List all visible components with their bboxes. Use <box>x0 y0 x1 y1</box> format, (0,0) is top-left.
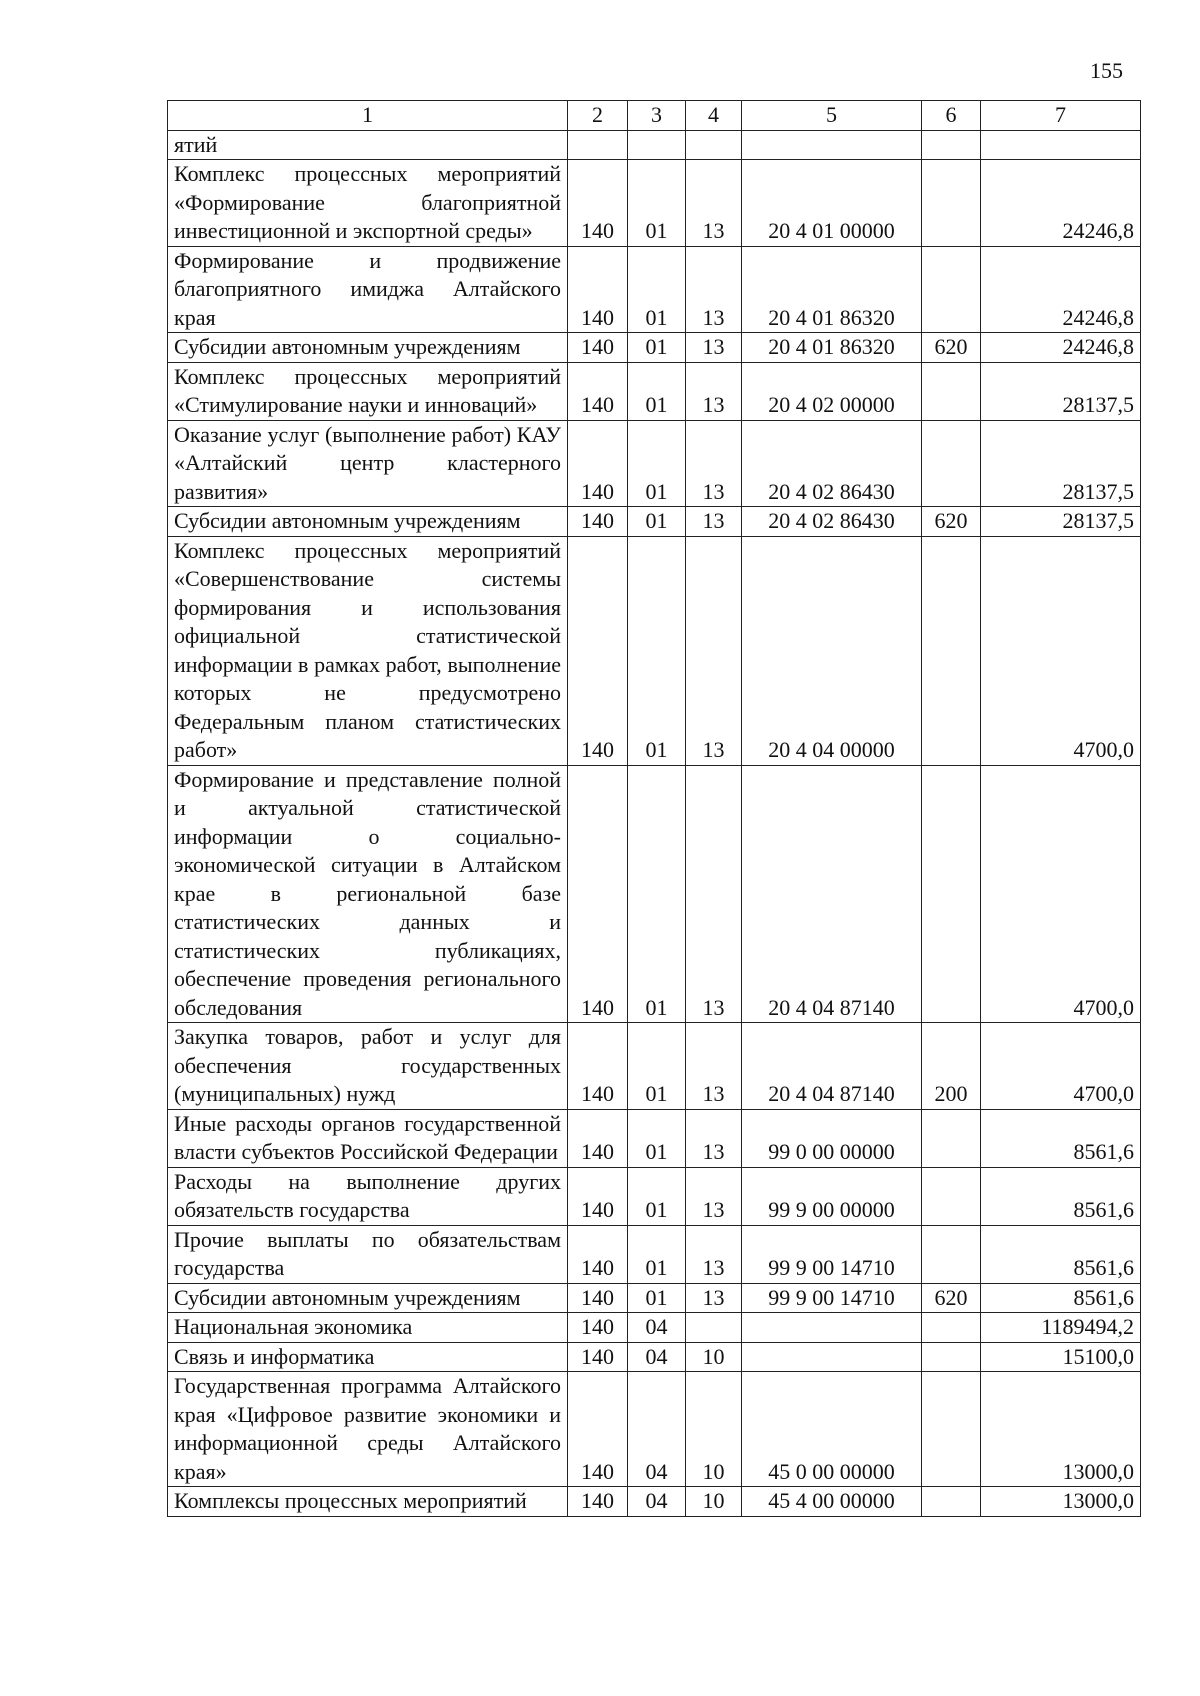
code-cell: 140 <box>568 765 628 1023</box>
subsection-cell: 13 <box>686 1283 742 1313</box>
target-article-cell: 99 9 00 00000 <box>742 1167 922 1225</box>
target-article-cell: 20 4 01 86320 <box>742 333 922 363</box>
amount-cell: 24246,8 <box>981 246 1141 333</box>
target-article-cell: 20 4 01 00000 <box>742 160 922 247</box>
row-name-cell: Комплекс процессных мероприятий «Совершенствование системы формирования и использования официальной статистической информации в рамках работ, выполнение которых не предусмотрено Федеральным планом статистических работ» <box>168 536 568 765</box>
subsection-cell: 13 <box>686 1023 742 1110</box>
target-article-cell: 20 4 01 86320 <box>742 246 922 333</box>
subsection-cell: 13 <box>686 333 742 363</box>
target-article-cell: 20 4 04 87140 <box>742 765 922 1023</box>
table-row <box>168 536 1141 765</box>
table-row <box>168 130 1141 160</box>
target-article-cell <box>742 1313 922 1343</box>
row-name-cell: Государственная программа Алтайского края «Цифровое развитие экономики и информационной среды Алтайского края» <box>168 1372 568 1487</box>
expense-type-cell: 620 <box>922 333 981 363</box>
code-cell: 140 <box>568 1487 628 1517</box>
section-cell: 04 <box>628 1313 686 1343</box>
expense-type-cell <box>922 1313 981 1343</box>
expense-type-cell <box>922 130 981 160</box>
table-row <box>168 1225 1141 1283</box>
table-row <box>168 246 1141 333</box>
row-name-cell: Формирование и представление полной и актуальной статистической информации о социально-экономической ситуации в Алтайском крае в региональной базе статистических данных и статистических публикациях, обеспечение проведения регионального обследования <box>168 765 568 1023</box>
subsection-cell <box>686 130 742 160</box>
section-cell: 04 <box>628 1372 686 1487</box>
code-cell: 140 <box>568 246 628 333</box>
header-cell: 4 <box>686 101 742 131</box>
expense-type-cell <box>922 1225 981 1283</box>
row-name-cell: Национальная экономика <box>168 1313 568 1343</box>
amount-cell: 4700,0 <box>981 536 1141 765</box>
row-name-cell: Оказание услуг (выполнение работ) КАУ «Алтайский центр кластерного развития» <box>168 420 568 507</box>
expense-type-cell <box>922 765 981 1023</box>
section-cell: 01 <box>628 1225 686 1283</box>
amount-cell: 4700,0 <box>981 765 1141 1023</box>
header-row <box>168 101 1141 131</box>
row-name-cell: Закупка товаров, работ и услуг для обеспечения государственных (муниципальных) нужд <box>168 1023 568 1110</box>
subsection-cell: 13 <box>686 1109 742 1167</box>
section-cell: 01 <box>628 536 686 765</box>
section-cell: 01 <box>628 1167 686 1225</box>
amount-cell: 13000,0 <box>981 1372 1141 1487</box>
header-cell: 2 <box>568 101 628 131</box>
target-article-cell: 20 4 02 86430 <box>742 507 922 537</box>
expense-type-cell <box>922 536 981 765</box>
code-cell: 140 <box>568 1109 628 1167</box>
code-cell: 140 <box>568 507 628 537</box>
row-name-cell: Субсидии автономным учреждениям <box>168 507 568 537</box>
section-cell: 01 <box>628 1283 686 1313</box>
table-row <box>168 1109 1141 1167</box>
table-row <box>168 1342 1141 1372</box>
row-name-cell: Субсидии автономным учреждениям <box>168 1283 568 1313</box>
code-cell: 140 <box>568 1225 628 1283</box>
table-row <box>168 1167 1141 1225</box>
amount-cell: 8561,6 <box>981 1225 1141 1283</box>
subsection-cell: 13 <box>686 420 742 507</box>
code-cell: 140 <box>568 1342 628 1372</box>
amount-cell: 13000,0 <box>981 1487 1141 1517</box>
code-cell: 140 <box>568 1023 628 1110</box>
expense-type-cell <box>922 1487 981 1517</box>
table-row <box>168 1313 1141 1343</box>
section-cell: 04 <box>628 1487 686 1517</box>
section-cell: 01 <box>628 160 686 247</box>
subsection-cell <box>686 1313 742 1343</box>
header-cell: 6 <box>922 101 981 131</box>
section-cell: 01 <box>628 420 686 507</box>
target-article-cell: 45 0 00 00000 <box>742 1372 922 1487</box>
target-article-cell <box>742 1342 922 1372</box>
budget-table <box>167 100 1141 1517</box>
code-cell: 140 <box>568 333 628 363</box>
amount-cell <box>981 130 1141 160</box>
amount-cell: 8561,6 <box>981 1167 1141 1225</box>
expense-type-cell <box>922 420 981 507</box>
page-number: 155 <box>1090 58 1123 83</box>
expense-type-cell <box>922 246 981 333</box>
table-row <box>168 1487 1141 1517</box>
section-cell: 01 <box>628 362 686 420</box>
subsection-cell: 10 <box>686 1487 742 1517</box>
row-name-cell: Связь и информатика <box>168 1342 568 1372</box>
expense-type-cell: 620 <box>922 1283 981 1313</box>
table-row <box>168 160 1141 247</box>
target-article-cell: 20 4 04 00000 <box>742 536 922 765</box>
subsection-cell: 13 <box>686 765 742 1023</box>
table-row <box>168 1283 1141 1313</box>
target-article-cell: 20 4 04 87140 <box>742 1023 922 1110</box>
code-cell: 140 <box>568 420 628 507</box>
row-name-cell: Иные расходы органов государственной власти субъектов Российской Федерации <box>168 1109 568 1167</box>
expense-type-cell <box>922 362 981 420</box>
header-cell: 7 <box>981 101 1141 131</box>
section-cell: 01 <box>628 1023 686 1110</box>
subsection-cell: 10 <box>686 1372 742 1487</box>
amount-cell: 4700,0 <box>981 1023 1141 1110</box>
table-row <box>168 1023 1141 1110</box>
subsection-cell: 13 <box>686 160 742 247</box>
amount-cell: 8561,6 <box>981 1283 1141 1313</box>
table-row <box>168 765 1141 1023</box>
target-article-cell: 99 0 00 00000 <box>742 1109 922 1167</box>
expense-type-cell <box>922 160 981 247</box>
subsection-cell: 13 <box>686 246 742 333</box>
code-cell: 140 <box>568 1372 628 1487</box>
header-cell: 1 <box>168 101 568 131</box>
expense-type-cell <box>922 1109 981 1167</box>
subsection-cell: 13 <box>686 536 742 765</box>
row-name-cell: Комплекс процессных мероприятий «Стимулирование науки и инноваций» <box>168 362 568 420</box>
section-cell: 01 <box>628 1109 686 1167</box>
row-name-cell: Формирование и продвижение благоприятного имиджа Алтайского края <box>168 246 568 333</box>
subsection-cell: 13 <box>686 1167 742 1225</box>
section-cell: 01 <box>628 765 686 1023</box>
section-cell: 01 <box>628 333 686 363</box>
table-row <box>168 420 1141 507</box>
target-article-cell: 45 4 00 00000 <box>742 1487 922 1517</box>
expense-type-cell <box>922 1342 981 1372</box>
amount-cell: 28137,5 <box>981 507 1141 537</box>
header-cell: 3 <box>628 101 686 131</box>
code-cell: 140 <box>568 160 628 247</box>
code-cell: 140 <box>568 536 628 765</box>
table-row <box>168 333 1141 363</box>
table-row <box>168 362 1141 420</box>
code-cell: 140 <box>568 362 628 420</box>
amount-cell: 28137,5 <box>981 420 1141 507</box>
expense-type-cell <box>922 1372 981 1487</box>
expense-type-cell: 620 <box>922 507 981 537</box>
section-cell <box>628 130 686 160</box>
code-cell <box>568 130 628 160</box>
table-row <box>168 1372 1141 1487</box>
row-name-cell: ятий <box>168 130 568 160</box>
code-cell: 140 <box>568 1283 628 1313</box>
section-cell: 01 <box>628 246 686 333</box>
subsection-cell: 13 <box>686 1225 742 1283</box>
amount-cell: 28137,5 <box>981 362 1141 420</box>
table-row <box>168 507 1141 537</box>
row-name-cell: Комплексы процессных мероприятий <box>168 1487 568 1517</box>
subsection-cell: 10 <box>686 1342 742 1372</box>
target-article-cell <box>742 130 922 160</box>
target-article-cell: 99 9 00 14710 <box>742 1283 922 1313</box>
row-name-cell: Прочие выплаты по обязательствам государства <box>168 1225 568 1283</box>
target-article-cell: 20 4 02 86430 <box>742 420 922 507</box>
subsection-cell: 13 <box>686 362 742 420</box>
target-article-cell: 99 9 00 14710 <box>742 1225 922 1283</box>
code-cell: 140 <box>568 1167 628 1225</box>
subsection-cell: 13 <box>686 507 742 537</box>
amount-cell: 8561,6 <box>981 1109 1141 1167</box>
amount-cell: 24246,8 <box>981 333 1141 363</box>
amount-cell: 15100,0 <box>981 1342 1141 1372</box>
section-cell: 04 <box>628 1342 686 1372</box>
amount-cell: 1189494,2 <box>981 1313 1141 1343</box>
target-article-cell: 20 4 02 00000 <box>742 362 922 420</box>
section-cell: 01 <box>628 507 686 537</box>
amount-cell: 24246,8 <box>981 160 1141 247</box>
row-name-cell: Субсидии автономным учреждениям <box>168 333 568 363</box>
expense-type-cell <box>922 1167 981 1225</box>
row-name-cell: Комплекс процессных мероприятий «Формирование благоприятной инвестиционной и экспортной среды» <box>168 160 568 247</box>
expense-type-cell: 200 <box>922 1023 981 1110</box>
code-cell: 140 <box>568 1313 628 1343</box>
row-name-cell: Расходы на выполнение других обязательств государства <box>168 1167 568 1225</box>
header-cell: 5 <box>742 101 922 131</box>
